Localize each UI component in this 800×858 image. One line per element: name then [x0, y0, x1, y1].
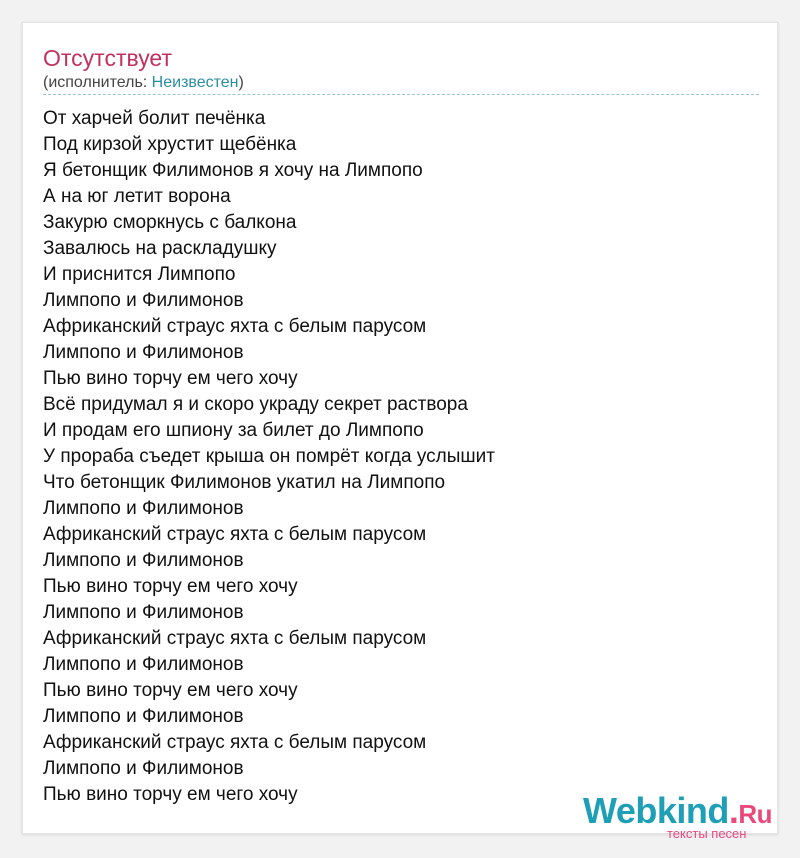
lyrics-list: [43, 106, 495, 808]
logo-tagline: тексты песен: [667, 826, 747, 841]
lyric-line: Лимпопо и Филимонов: [43, 654, 244, 675]
divider: [43, 94, 759, 95]
lyric-line: Под кирзой хрустит щебёнка: [43, 134, 297, 155]
lyric-line: Лимпопо и Филимонов: [43, 550, 244, 571]
lyric-line: И продам его шпиону за билет до Лимпопо: [43, 420, 424, 441]
lyric-line: Лимпопо и Филимонов: [43, 342, 244, 363]
logo-tld: Ru: [738, 799, 773, 829]
artist-suffix: ): [238, 74, 244, 91]
lyric-line: Африканский страус яхта с белым парусом: [43, 732, 427, 753]
logo-dot: .: [728, 790, 739, 831]
lyric-line: И приснится Лимпопо: [43, 264, 236, 285]
lyric-line: Пью вино торчу ем чего хочу: [43, 576, 298, 597]
lyric-line: Пью вино торчу ем чего хочу: [43, 368, 298, 389]
lyric-line: Лимпопо и Филимонов: [43, 602, 244, 623]
artist-line: [43, 73, 244, 93]
lyric-line: Всё придумал я и скоро украду секрет раствора: [43, 394, 468, 415]
lyric-line: У прораба съедет крыша он помрёт когда услышит: [43, 446, 495, 467]
lyric-line: А на юг летит ворона: [43, 186, 231, 207]
lyric-line: Закурю сморкнусь с балкона: [43, 212, 297, 233]
lyric-line: Пью вино торчу ем чего хочу: [43, 680, 298, 701]
lyric-line: Африканский страус яхта с белым парусом: [43, 316, 427, 337]
lyric-line: Лимпопо и Филимонов: [43, 290, 244, 311]
song-title: Отсутствует: [43, 45, 172, 71]
lyric-line: Что бетонщик Филимонов укатил на Лимпопо: [43, 472, 446, 493]
lyric-line: Завалюсь на раскладушку: [43, 238, 277, 259]
lyric-line: Пью вино торчу ем чего хочу: [43, 784, 298, 805]
logo-name: Webkind: [583, 790, 729, 831]
lyric-line: Лимпопо и Филимонов: [43, 706, 244, 727]
webkind-logo[interactable]: [583, 791, 783, 841]
lyric-line: Лимпопо и Филимонов: [43, 758, 244, 779]
lyric-line: От харчей болит печёнка: [43, 108, 266, 129]
lyric-line: Лимпопо и Филимонов: [43, 498, 244, 519]
lyrics-card: [22, 22, 778, 841]
lyric-line: Африканский страус яхта с белым парусом: [43, 524, 427, 545]
artist-link[interactable]: Неизвестен: [151, 74, 239, 91]
artist-prefix: (исполнитель:: [43, 74, 152, 91]
lyric-line: Я бетонщик Филимонов я хочу на Лимпопо: [43, 160, 423, 181]
lyric-line: Африканский страус яхта с белым парусом: [43, 628, 427, 649]
